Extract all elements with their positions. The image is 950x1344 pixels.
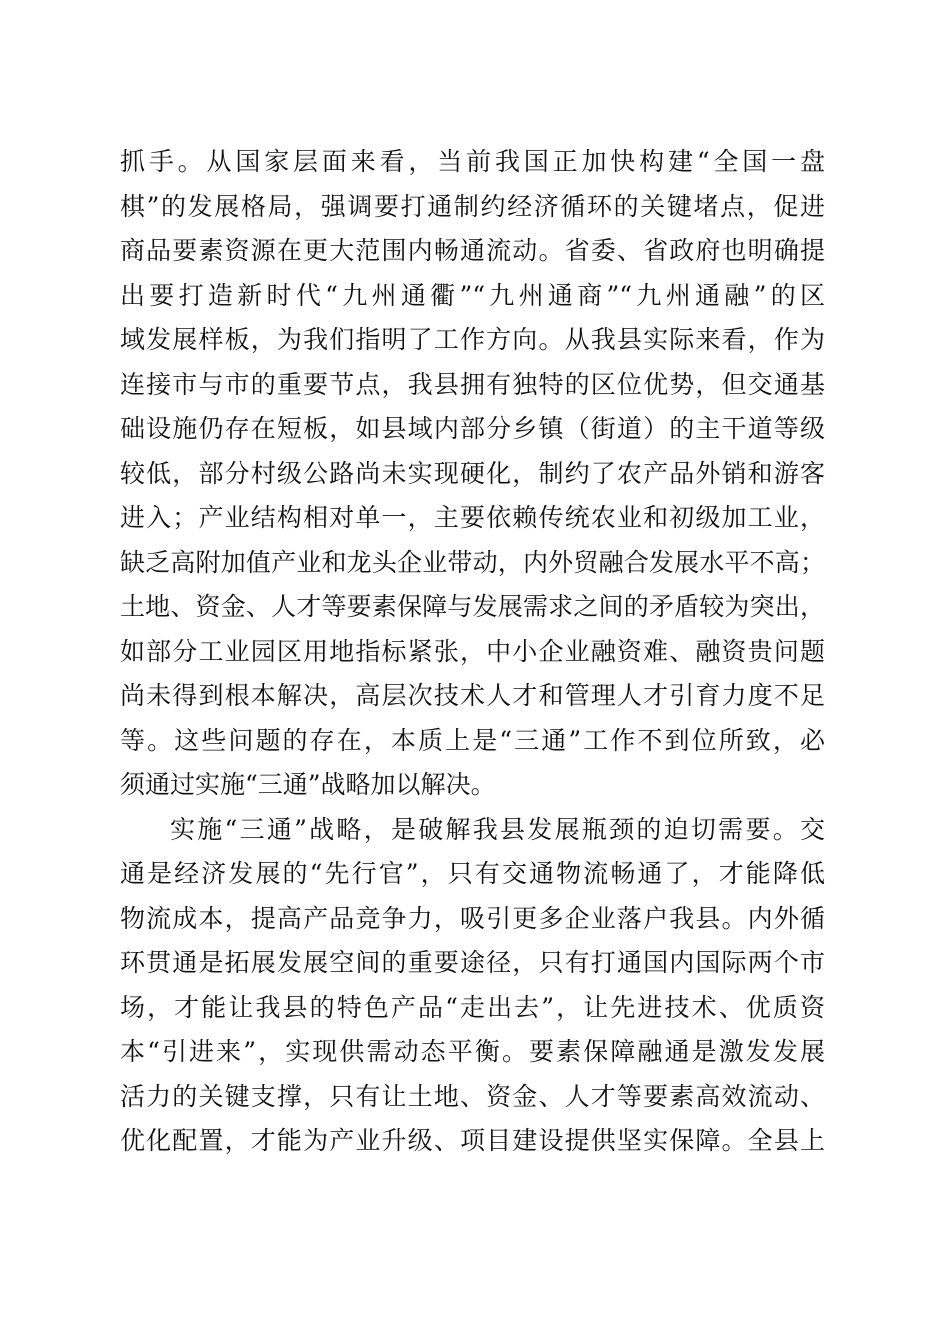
paragraph-1 (120, 140, 825, 808)
text-line: 活力的关键支撑，只有让土地、资金、人才等要素高效流动、 (120, 1081, 825, 1111)
text-line: 物流成本，提高产品竞争力，吸引更多企业落户我县。内外循 (120, 903, 825, 933)
paragraph-2 (120, 808, 825, 1164)
text-line: 通是经济发展的“先行官”，只有交通物流畅通了，才能降低 (120, 859, 825, 888)
text-line: 棋”的发展格局，强调要打通制约经济循环的关键堵点，促进 (120, 191, 825, 221)
text-line: 础设施仍存在短板，如县域内部分乡镇（街道）的主干道等级 (120, 414, 825, 443)
text-line: 环贯通是拓展发展空间的重要途径，只有打通国内国际两个市 (120, 948, 825, 977)
text-line: 抓手。从国家层面来看，当前我国正加快构建“全国一盘 (120, 147, 825, 176)
text-line: 尚未得到根本解决，高层次技术人才和管理人才引育力度不足 (120, 681, 825, 710)
text-line: 土地、资金、人才等要素保障与发展需求之间的矛盾较为突出， (120, 592, 825, 621)
document-body (120, 140, 825, 1164)
text-line: 出要打造新时代“九州通衢”“九州通商”“九州通融”的区 (120, 280, 825, 310)
text-line: 优化配置，才能为产业升级、项目建设提供坚实保障。全县上 (120, 1126, 825, 1155)
text-line: 场，才能让我县的特色产品“走出去”，让先进技术、优质资 (120, 992, 825, 1022)
text-line: 进入；产业结构相对单一，主要依赖传统农业和初级加工业， (120, 503, 825, 532)
text-line: 如部分工业园区用地指标紧张，中小企业融资难、融资贵问题 (120, 636, 825, 666)
text-line: 较低，部分村级公路尚未实现硬化，制约了农产品外销和游客 (120, 458, 825, 488)
text-line: 等。这些问题的存在，本质上是“三通”工作不到位所致，必 (120, 725, 825, 755)
text-line: 商品要素资源在更大范围内畅通流动。省委、省政府也明确提 (120, 236, 825, 265)
text-line: 缺乏高附加值产业和龙头企业带动，内外贸融合发展水平不高； (120, 547, 825, 577)
text-line: 须通过实施“三通”战略加以解决。 (120, 770, 496, 799)
text-line: 本“引进来”，实现供需动态平衡。要素保障融通是激发发展 (120, 1037, 825, 1066)
text-line: 连接市与市的重要节点，我县拥有独特的区位优势，但交通基 (120, 369, 825, 399)
text-line: 域发展样板，为我们指明了工作方向。从我县实际来看，作为 (120, 325, 825, 354)
text-line: 实施“三通”战略，是破解我县发展瓶颈的迫切需要。交 (170, 814, 825, 844)
